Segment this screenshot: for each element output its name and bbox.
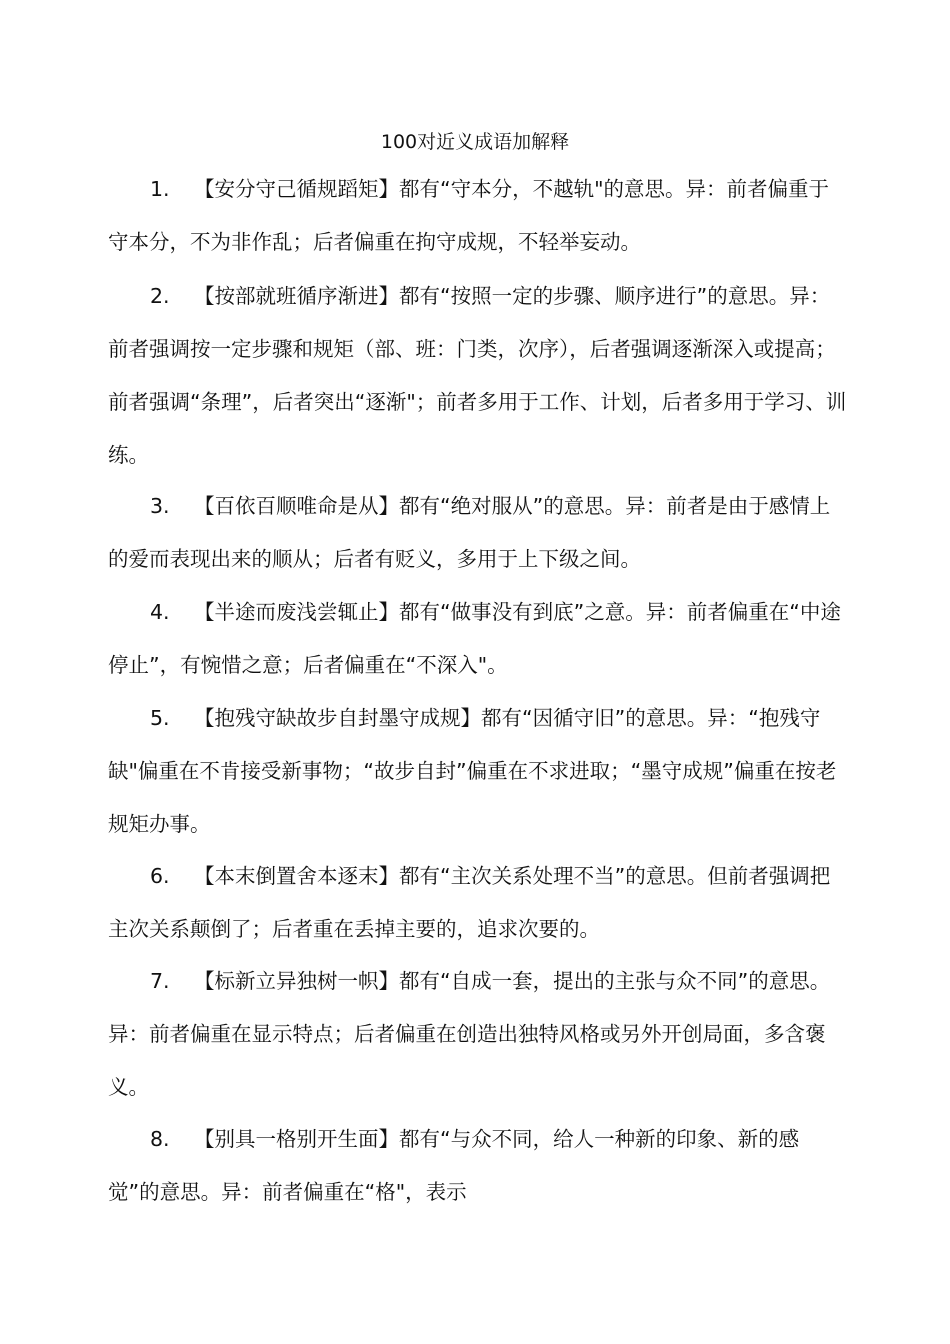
entry-1 (108, 163, 848, 269)
entry-number: 4. (150, 600, 170, 624)
entry-number: 7. (150, 969, 170, 993)
entry-number: 1. (150, 177, 170, 201)
entry-text: 【安分守己循规蹈矩】都有“守本分，不越轨"的意思。异：前者偏重于守本分，不为非作乱；后者偏重在拘守成规，不轻举妄动。 (108, 177, 830, 254)
entry-text: 【抱残守缺故步自封墨守成规】都有“因循守旧”的意思。异：“抱残守缺"偏重在不肯接受新事物；“故步自封”偏重在不求进取；“墨守成规”偏重在按老规矩办事。 (108, 706, 837, 836)
page-title: 100对近义成语加解释 (380, 131, 570, 153)
entry-2 (108, 270, 848, 482)
entry-6 (108, 850, 848, 956)
entry-text: 【按部就班循序渐进】都有“按照一定的步骤、顺序进行”的意思。异：前者强调按一定步骤和规矩（部、班：门类，次序），后者强调逐渐深入或提高；前者强调“条理”，后者突出“逐渐"；前者多用于工作、计划，后者多用于学习、训练。 (108, 284, 847, 467)
entry-4 (108, 586, 848, 692)
entry-number: 3. (150, 494, 170, 518)
entry-text: 【别具一格别开生面】都有“与众不同，给人一种新的印象、新的感觉”的意思。异：前者偏重在“格"，表示 (108, 1127, 800, 1204)
entry-number: 6. (150, 864, 170, 888)
entry-number: 8. (150, 1127, 170, 1151)
entry-5 (108, 692, 848, 851)
entry-8 (108, 1113, 848, 1219)
entry-3 (108, 480, 848, 586)
entry-text: 【半途而废浅尝辄止】都有“做事没有到底”之意。异：前者偏重在“中途停止”，有惋惜之意；后者偏重在“不深入"。 (108, 600, 841, 677)
entry-number: 5. (150, 706, 170, 730)
entry-text: 【百依百顺唯命是从】都有“绝对服从”的意思。异：前者是由于感情上的爱而表现出来的顺从；后者有贬义，多用于上下级之间。 (108, 494, 831, 571)
entry-7 (108, 955, 848, 1114)
entry-text: 【标新立异独树一帜】都有“自成一套，提出的主张与众不同”的意思。异：前者偏重在显示特点；后者偏重在创造出独特风格或另外开创局面，多含褒义。 (108, 969, 831, 1099)
entry-text: 【本末倒置舍本逐末】都有“主次关系处理不当”的意思。但前者强调把主次关系颠倒了；后者重在丢掉主要的，追求次要的。 (108, 864, 831, 941)
entry-number: 2. (150, 284, 170, 308)
